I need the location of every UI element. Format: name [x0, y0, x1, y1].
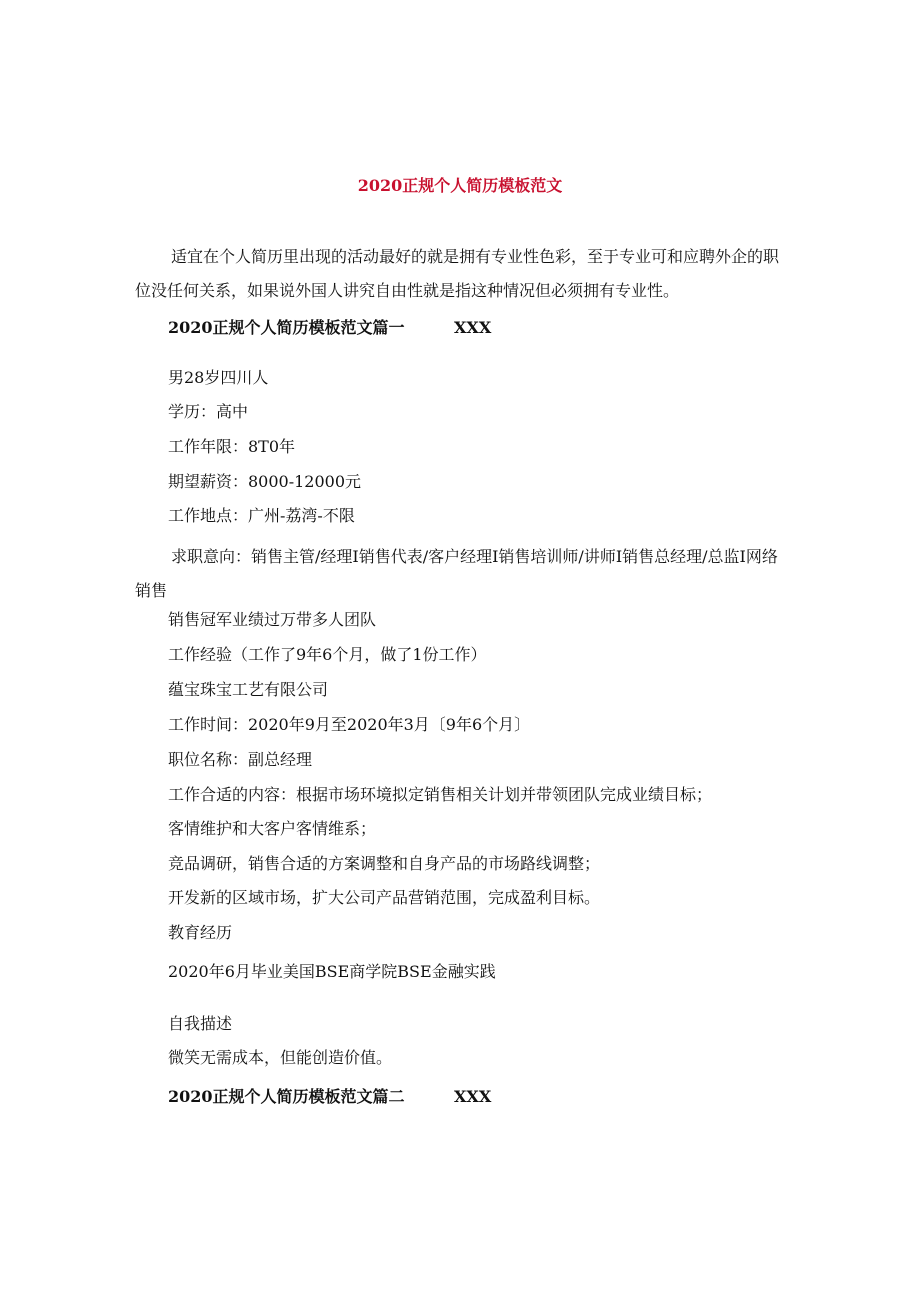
section-2-heading: 2020正规个人简历模板范文篇二	[168, 1087, 405, 1106]
section-1-name: XXX	[454, 318, 492, 337]
work-location: 工作地点：广州-荔湾-不限	[168, 506, 355, 525]
duty-item: 工作合适的内容：根据市场环境拟定销售相关计划并带领团队完成业绩目标；	[168, 785, 713, 804]
highlight: 销售冠军业绩过万带多人团队	[168, 610, 377, 629]
education-heading: 教育经历	[168, 923, 233, 942]
expected-salary: 期望薪资：8000-12000元	[168, 472, 362, 491]
education-entry: 2020年6月毕业美国BSE商学院BSE金融实践	[168, 962, 496, 981]
work-years: 工作年限：8T0年	[168, 437, 296, 456]
duty-item: 客情维护和大客户客情维系；	[168, 819, 377, 838]
section-2-name: XXX	[454, 1087, 492, 1106]
gender-age-origin: 男28岁四川人	[168, 368, 269, 387]
duty-item: 开发新的区域市场，扩大公司产品营销范围，完成盈利目标。	[168, 888, 601, 907]
education-level: 学历：高中	[168, 402, 249, 421]
duty-item: 竞品调研，销售合适的方案调整和自身产品的市场路线调整；	[168, 854, 601, 873]
experience-summary: 工作经验（工作了9年6个月，做了1份工作）	[168, 645, 487, 664]
self-description-text: 微笑无需成本，但能创造价值。	[168, 1048, 393, 1067]
document-title: 2020正规个人简历模板范文	[357, 176, 563, 195]
work-period: 工作时间：2020年9月至2020年3月〔9年6个月〕	[168, 715, 531, 734]
position-title: 职位名称：副总经理	[168, 750, 313, 769]
section-1-heading: 2020正规个人简历模板范文篇一	[168, 318, 405, 337]
self-description-heading: 自我描述	[168, 1014, 233, 1033]
intro-paragraph: 适宜在个人简历里出现的活动最好的就是拥有专业性色彩，至于专业可和应聘外企的职位没任何关系，如果说外国人讲究自由性就是指这种情况但必须拥有专业性。	[135, 247, 780, 300]
company-name: 蕴宝珠宝工艺有限公司	[168, 680, 329, 699]
job-objective: 求职意向：销售主管/经理I销售代表/客户经理I销售培训师/讲师I销售总经理/总监I网络销售	[135, 547, 778, 600]
